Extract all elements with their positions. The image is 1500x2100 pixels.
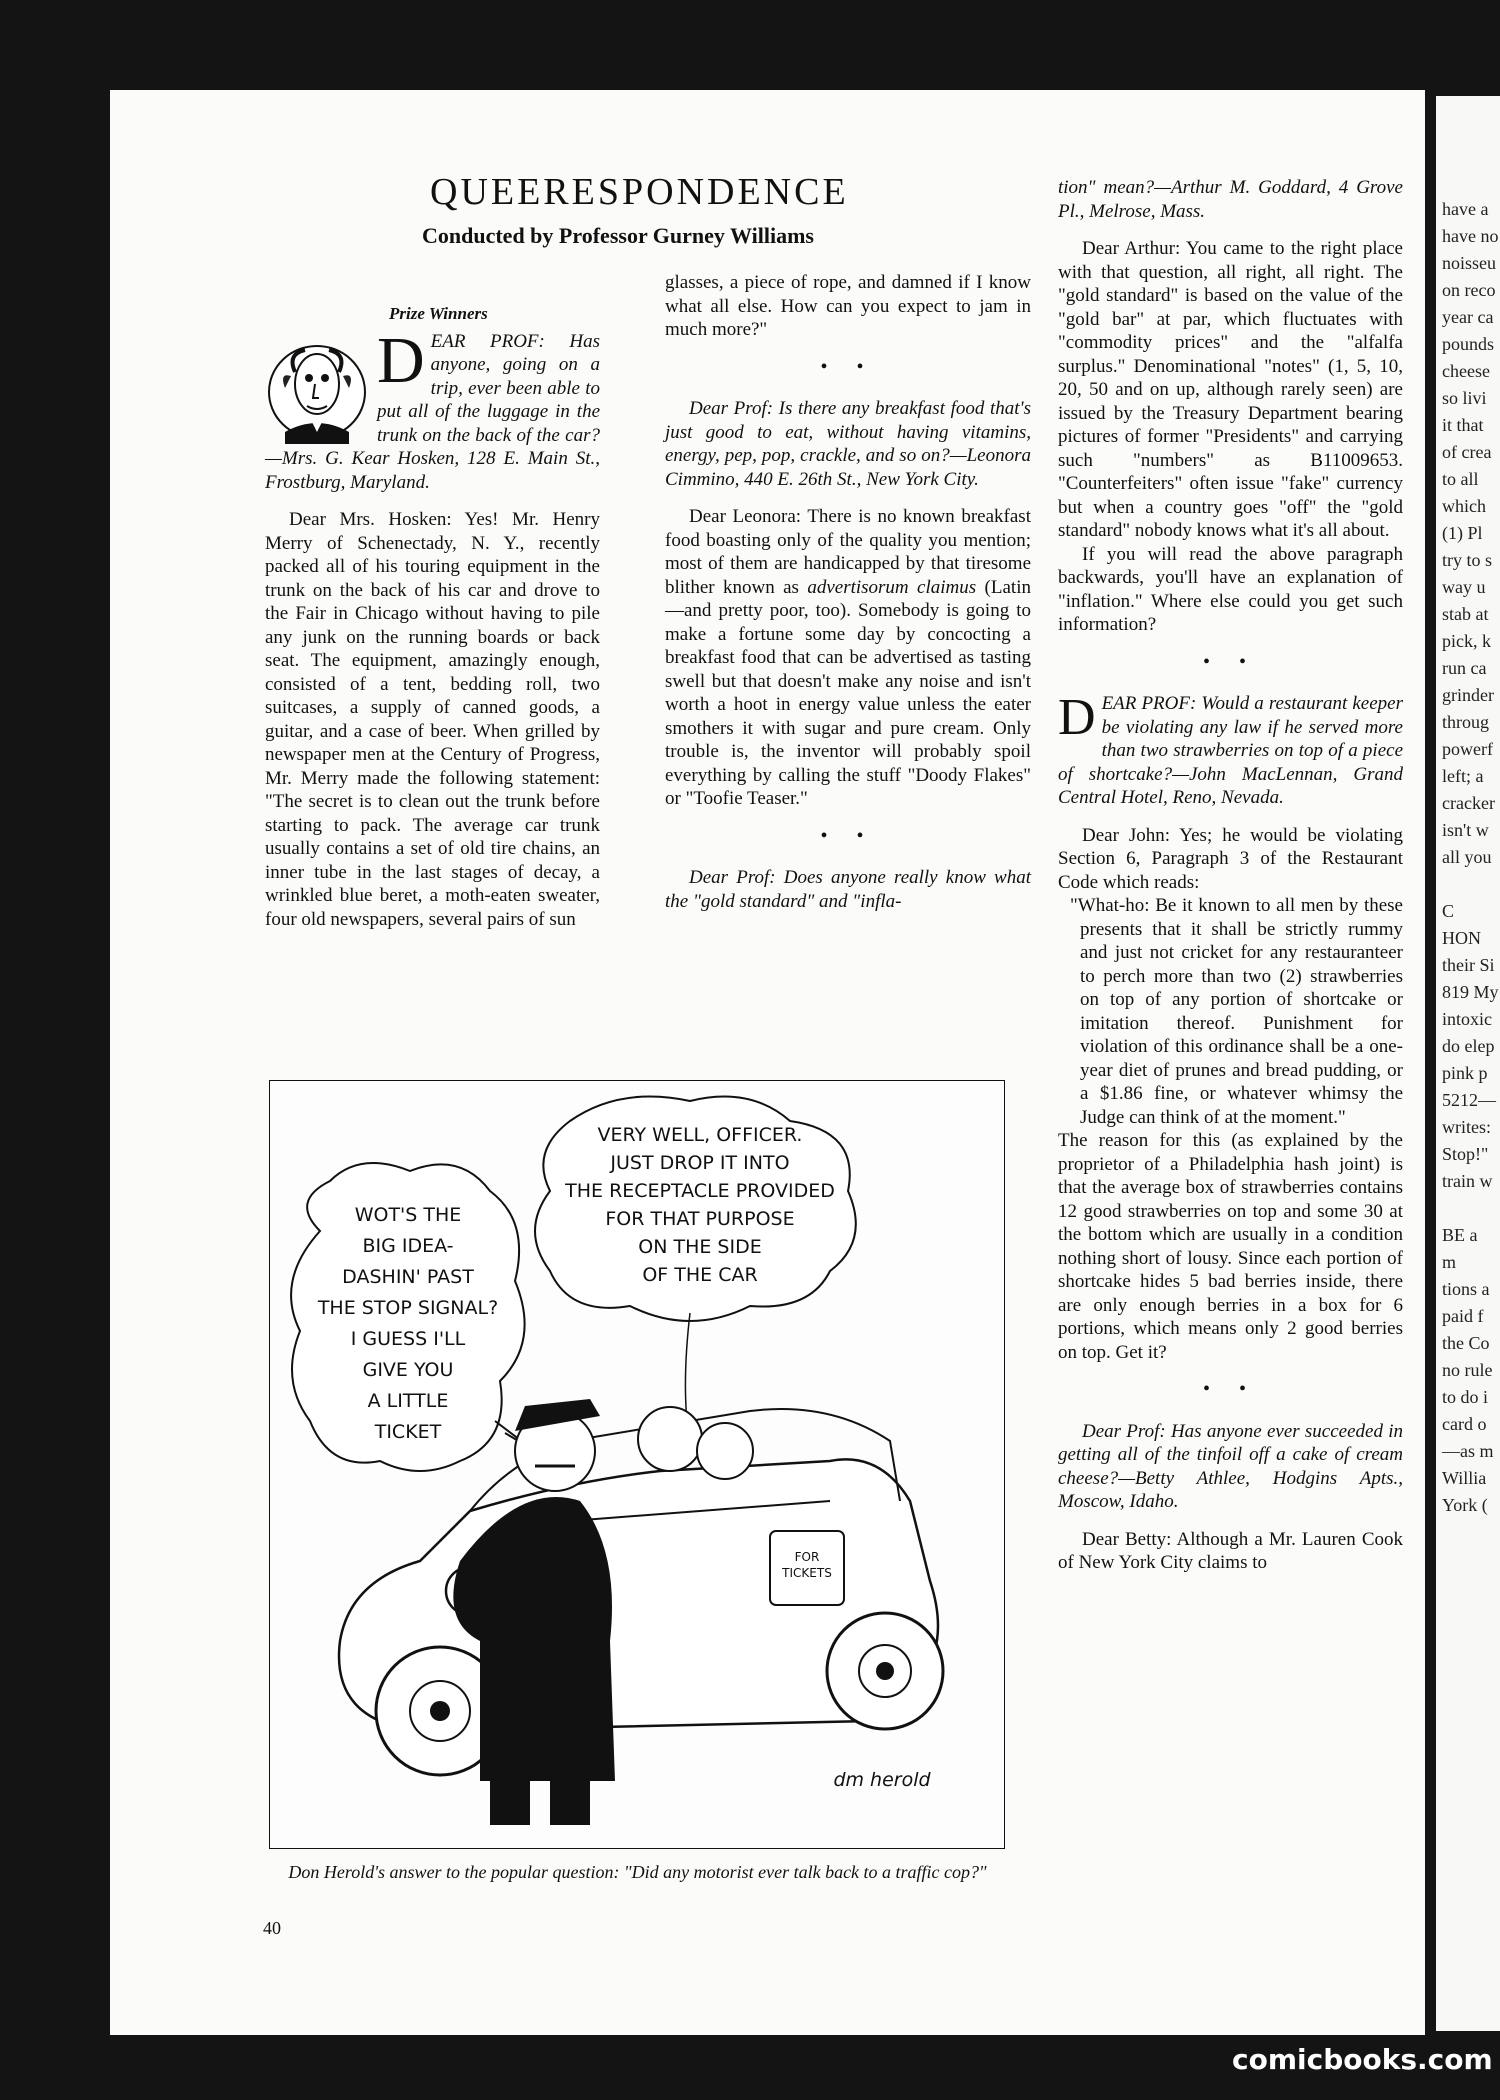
adjacent-page-text: cracker: [1442, 793, 1495, 813]
box-label-line: FOR: [794, 1550, 820, 1564]
adjacent-page-text: of crea: [1442, 442, 1492, 462]
separator-dots: • •: [1202, 650, 1258, 673]
adjacent-page-text: to all: [1442, 469, 1479, 489]
adjacent-page-text: pounds: [1442, 334, 1495, 354]
rear-wheel: [827, 1613, 943, 1729]
right-bubble-line: JUST DROP IT INTO: [610, 1152, 790, 1174]
column-2: [665, 271, 1031, 927]
adjacent-page-text: noisseu: [1442, 253, 1496, 273]
letter-cimmino: Dear Prof: Is there any breakfast food that's just good to eat, without having vitamins, energy, pep, pop, crackle, and so on?—Leonora Cimmino, 440 E. 26th St., New York City.: [665, 398, 1031, 490]
answer-text: Dear Leonora: There is no known breakfast food boasting only of the quality you mention; most of them are handicapped by that tiresome blither known as: [665, 506, 1031, 598]
right-bubble-line: FOR THAT PURPOSE: [605, 1208, 795, 1230]
column-3: [1058, 176, 1403, 1589]
separator-dots: • •: [820, 824, 876, 847]
adjacent-page-text: pink p: [1442, 1063, 1488, 1083]
left-bubble-line: A LITTLE: [367, 1390, 449, 1412]
right-bubble-line: VERY WELL, OFFICER.: [597, 1124, 803, 1146]
adjacent-page-text: have no: [1442, 226, 1499, 246]
latin-phrase: advertisorum claimus: [807, 576, 977, 598]
cartoon-caption: Don Herold's answer to the popular question: "Did any motorist ever talk back to a traffic cop?": [288, 1862, 987, 1882]
artist-signature: dm herold: [833, 1769, 931, 1791]
letter-text: EAR PROF: Has anyone, going on a trip, ever been able to put all of the luggage in the trunk on the back of the car?—Mrs. G. Kear Hosken, 128 E. Main St., Frostburg, Maryland.: [265, 330, 600, 493]
adjacent-page-text: train w: [1442, 1171, 1493, 1191]
letter-goddard-end: tion" mean?—Arthur M. Goddard, 4 Grove Pl., Melrose, Mass.: [1058, 177, 1403, 222]
adjacent-page-text: to do i: [1442, 1387, 1489, 1407]
adjacent-page-text: m: [1442, 1252, 1457, 1272]
dropcap: D: [377, 323, 425, 397]
dropcap: D: [1058, 689, 1096, 746]
adjacent-page-text: card o: [1442, 1414, 1487, 1434]
adjacent-page-text: no rule: [1442, 1360, 1493, 1380]
separator-dots: • •: [1202, 1378, 1258, 1400]
page-title: QUEERESPONDENCE: [430, 171, 849, 213]
left-bubble-line: WOT'S THE: [354, 1204, 462, 1226]
adjacent-page-text: the Co: [1442, 1333, 1490, 1353]
adjacent-page-text: cheese: [1442, 361, 1490, 381]
adjacent-page-text: C: [1442, 901, 1455, 921]
separator-dots: • •: [820, 355, 876, 378]
letter-maclennan: [1058, 689, 1403, 810]
prize-winners-label: Prize Winners: [389, 304, 488, 323]
left-bubble-line: I GUESS I'LL: [350, 1328, 466, 1350]
adjacent-page-text: powerf: [1442, 739, 1493, 759]
adjacent-page-text: do elep: [1442, 1036, 1495, 1056]
adjacent-page-text: BE a: [1442, 1225, 1478, 1245]
answer-hosken: Dear Mrs. Hosken: Yes! Mr. Henry Merry of Schenectady, N. Y., recently packed all of his touring equipment in the trunk on the back of his car and drove to the Fair in Chicago without having to pile any junk on the running boards or back seat. The equipment, amazingly enough, consisted of a tent, bedding roll, two suitcases, a supply of canned goods, a guitar, and a case of beer. When grilled by newspaper men at the Century of Progress, Mr. Merry made the following statement: "The secret is to clean out the trunk before starting to pack. The average car trunk usually contains a set of old tire chains, an inner tube in the last stages of decay, a wrinkled blue beret, a moth-eaten sweater, four old newspapers, several pairs of sun: [265, 509, 600, 930]
adjacent-page-text: try to s: [1442, 550, 1493, 570]
letter-athlee: Dear Prof: Has anyone ever succeeded in getting all of the tinfoil off a cake of cream cheese?—Betty Athlee, Hodgins Apts., Moscow, Idaho.: [1058, 1420, 1403, 1512]
adjacent-page-text: paid f: [1442, 1306, 1484, 1326]
right-bubble-line: ON THE SIDE: [638, 1236, 762, 1258]
page-subtitle: Conducted by Professor Gurney Williams: [422, 223, 814, 248]
letter-goddard-start: Dear Prof: Does anyone really know what the "gold standard" and "infla-: [665, 867, 1031, 912]
adjacent-page-text: writes:: [1442, 1117, 1491, 1137]
adjacent-page-text: tions a: [1442, 1279, 1490, 1299]
answer-goddard: Dear Arthur: You came to the right place with that question, all right, all right. The "gold standard" is based on the value of the "gold bar" at par, which fluctuates with "commodity prices" and the "alfalfa surplus." Denominational "notes" (1, 5, 10, 20, 50 and on up, although rarely seen) are issued by the Treasury Department bearing pictures of former "Presidents" and carrying such "numbers" as B11009653. "Counterfeiters" often issue "fake" currency but when a country goes "off" the "gold standard" nobody knows what it's all about.: [1058, 238, 1403, 541]
box-label-line: TICKETS: [782, 1566, 832, 1580]
adjacent-page-text: their Si: [1442, 955, 1495, 975]
adjacent-page-text: way u: [1442, 577, 1486, 597]
left-bubble-line: BIG IDEA-: [362, 1235, 454, 1257]
left-bubble-line: THE STOP SIGNAL?: [317, 1297, 499, 1319]
adjacent-page-text: —as m: [1442, 1441, 1494, 1461]
adjacent-page-text: stab at: [1442, 604, 1489, 624]
adjacent-page-text: HON: [1442, 928, 1481, 948]
adjacent-page-text: grinder: [1442, 685, 1494, 705]
adjacent-page-text: so livi: [1442, 388, 1487, 408]
adjacent-page-text: run ca: [1442, 658, 1487, 678]
adjacent-page-text: throug: [1442, 712, 1489, 732]
adjacent-page-text: which: [1442, 496, 1486, 516]
column-1: [265, 302, 600, 945]
adjacent-page-text: York (: [1442, 1495, 1488, 1515]
adjacent-page-text: isn't w: [1442, 820, 1489, 840]
answer-maclennan-reason: The reason for this (as explained by the proprietor of a Philadelphia hash joint) is that the average box of strawberries contains 12 good strawberries on top and some 30 at the bottom which are usually in a condition nothing short of lousy. Since each portion of shortcake hides 5 bad berries inside, there are only enough berries in a box for 6 portions, which means only 2 good berries on top. Get it?: [1058, 1130, 1403, 1363]
adjacent-page-text: have a: [1442, 199, 1489, 219]
adjacent-page-text: all you: [1442, 847, 1492, 867]
page-number: 40: [263, 1918, 281, 1938]
right-bubble-line: OF THE CAR: [642, 1264, 758, 1286]
adjacent-page-text: left; a: [1442, 766, 1484, 786]
letter-text: EAR PROF: Would a restaurant keeper be violating any law if he served more than two strawberries on top of a piece of shortcake?—John MacLennan, Grand Central Hotel, Reno, Nevada.: [1058, 693, 1403, 808]
restaurant-code-quote: "What-ho: Be it known to all men by these presents that it shall be strictly rummy and just not cricket for any restauranteer to perch more than two (2) strawberries on top of any portion of shortcake or imitation thereof. Punishment for violation of this ordinance shall be a one-year diet of prunes and bread pudding, or a $1.86 fine, or whatever whimsy the Judge can think of at the moment.": [1070, 895, 1403, 1128]
answer-athlee-start: Dear Betty: Although a Mr. Lauren Cook of New York City claims to: [1058, 1528, 1403, 1573]
cartoon-panel: [269, 1080, 1005, 1849]
answer-cimmino: [665, 505, 1031, 811]
left-bubble-line: GIVE YOU: [362, 1359, 454, 1381]
answer-maclennan: Dear John: Yes; he would be violating Section 6, Paragraph 3 of the Restaurant Code which reads:: [1058, 824, 1403, 893]
adjacent-page-text: year ca: [1442, 307, 1494, 327]
cartoon-drawing: [270, 1081, 1004, 1848]
left-bubble-line: TICKET: [374, 1421, 442, 1443]
adjacent-page-text: it that: [1442, 415, 1484, 435]
left-bubble-line: DASHIN' PAST: [342, 1266, 474, 1288]
answer-text: (Latin—and pretty poor, too). Somebody is going to make a fortune some day by concocting a breakfast food that can be advertised as tasting swell but that doesn't make any noise and isn't worth a hoot in energy value unless the eater smothers it with sugar and pure cream. Only trouble is, the inventor will probably spoil everything by calling the stuff "Doody Flakes" or "Toofie Teaser.": [665, 576, 1031, 809]
adjacent-page-text: 819 My: [1442, 982, 1499, 1002]
professor-caricature-icon: [265, 332, 369, 444]
driver-head: [638, 1407, 702, 1471]
adjacent-page-text: intoxic: [1442, 1009, 1492, 1029]
adjacent-page-text: 5212—: [1442, 1090, 1496, 1110]
adjacent-page-text: (1) Pl: [1442, 523, 1483, 543]
adjacent-page-text: Willia: [1442, 1468, 1487, 1488]
site-credit: comicbooks.com: [1232, 2043, 1493, 2076]
adjacent-page-text: on reco: [1442, 280, 1496, 300]
adjacent-page-text: Stop!": [1442, 1144, 1489, 1164]
answer-hosken-continued: glasses, a piece of rope, and damned if I know what all else. How can you expect to jam in much more?": [665, 272, 1031, 340]
right-bubble-line: THE RECEPTACLE PROVIDED: [565, 1180, 835, 1202]
adjacent-page-fragment: [1436, 96, 1500, 2031]
adjacent-page-text: pick, k: [1442, 631, 1491, 651]
answer-goddard-2: If you will read the above paragraph backwards, you'll have an explanation of "inflation." Where else could you get such information?: [1058, 543, 1403, 635]
